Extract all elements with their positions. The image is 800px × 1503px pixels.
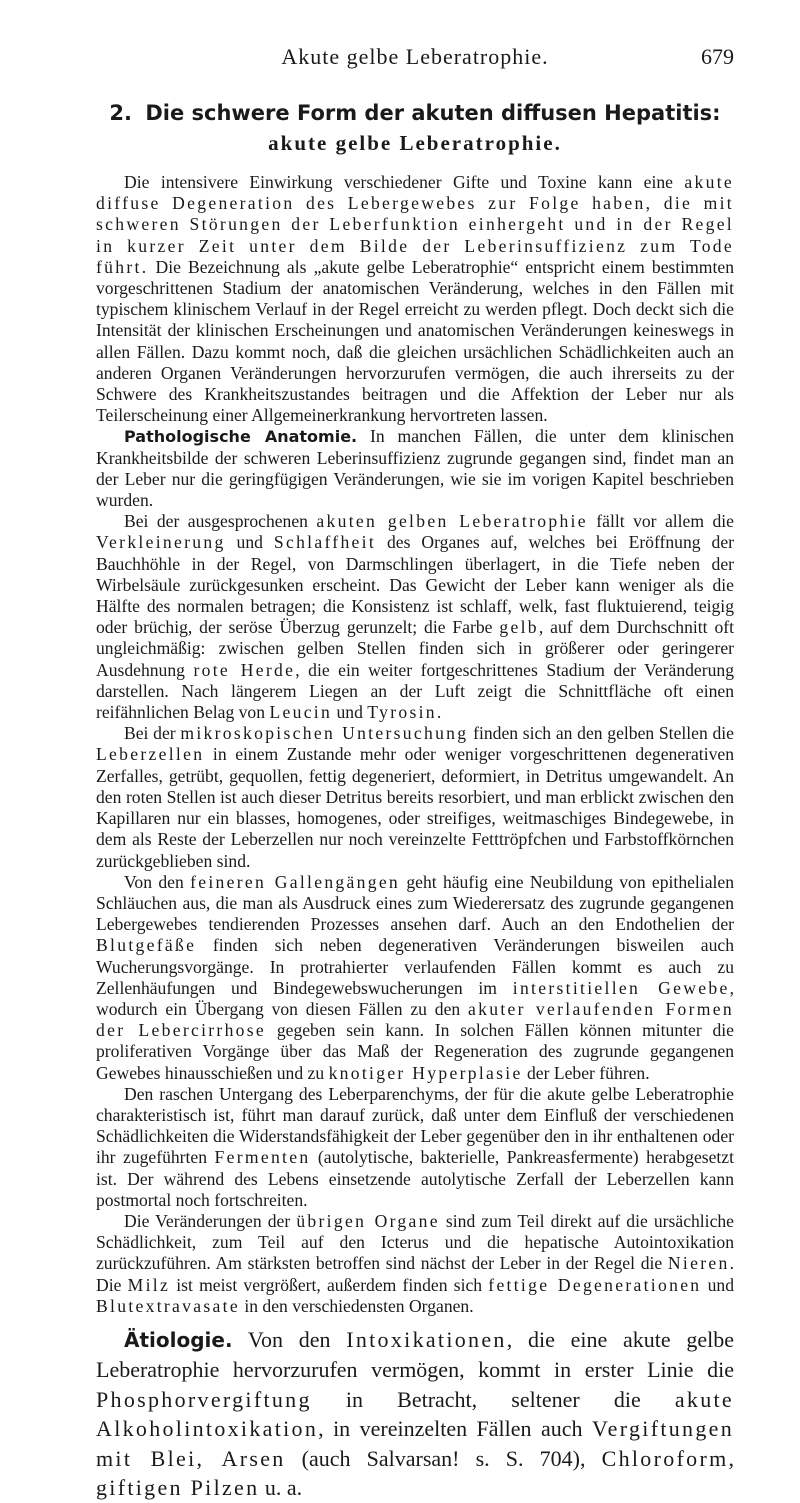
- paragraph-macroscopic: [96, 511, 734, 723]
- spaced-emphasis: Leucin: [269, 702, 333, 723]
- section-title: Die schwere Form der akuten diffusen Hepatitis:: [145, 101, 721, 125]
- text-run: Bei der ausgesprochenen: [124, 511, 317, 532]
- spaced-emphasis: akute Alkoholintoxikation: [96, 1386, 734, 1442]
- text-run: gegeben sein kann. In solchen Fällen können mitunter die proliferativen Vorgänge über das Maß der Regeneration des zugrunde gegangenen Gewebes hinausschießen und zu: [96, 1020, 734, 1083]
- text-run: Bei der: [124, 723, 181, 744]
- spaced-emphasis: mikroskopischen Untersuchung: [180, 723, 469, 744]
- spaced-emphasis: interstitiellen Gewebe: [512, 977, 730, 998]
- paragraph-pathology: [96, 426, 734, 511]
- text-run: Von den: [124, 871, 191, 892]
- spaced-emphasis: Tyrosin: [367, 702, 437, 723]
- spaced-emphasis: Phosphorvergiftung: [96, 1386, 312, 1412]
- paragraph-heading: Pathologische Anatomie.: [124, 427, 358, 447]
- spaced-emphasis: Milz: [127, 1274, 171, 1295]
- spaced-emphasis: Schlaffheit: [273, 532, 377, 553]
- spaced-emphasis: Nieren: [667, 1253, 730, 1274]
- spaced-emphasis: akuter verlaufenden Formen der Lebercirrhose: [96, 998, 734, 1041]
- running-head-title: Akute gelbe Leberatrophie.: [281, 44, 549, 69]
- paragraph-ferments: [96, 1084, 734, 1211]
- spaced-emphasis: Chloroform: [601, 1445, 729, 1471]
- etiology-block: [96, 1325, 734, 1503]
- text-run: in den verschiedensten Organen.: [239, 1295, 474, 1316]
- spaced-emphasis: fettige Degenerationen: [488, 1274, 702, 1295]
- text-run: des Organes auf, welches bei Eröffnung der Bauchhöhle in der Regel, von Darmschlingen überlagert, in die Tiefe neben der Wirbelsäule zurückgesunken erscheint. Das Gewicht der Leber kann weniger als die Hälfte des normalen betragen; die Konsistenz ist schlaff, welk, fast fluktuierend, teigig oder brüchig, der seröse Überzug gerunzelt; die Farbe: [96, 532, 734, 638]
- text-run: Die Veränderungen der: [124, 1210, 297, 1231]
- spaced-emphasis: Vergiftungen mit Blei, Arsen: [96, 1416, 734, 1471]
- text-run: ist meist vergrößert, außerdem finden sich: [170, 1274, 489, 1295]
- running-head: [96, 44, 734, 74]
- spaced-emphasis: Fermenten: [214, 1147, 311, 1168]
- spaced-emphasis: Intoxikationen: [346, 1326, 507, 1352]
- main-text: [96, 98, 734, 1503]
- spaced-emphasis: giftigen Pilzen: [96, 1475, 260, 1501]
- text-run: und: [225, 532, 274, 553]
- text-run: finden sich an den gelben Stellen die: [468, 723, 734, 744]
- text-run: In manchen Fällen, die unter dem klinischen Krankheitsbilde der schweren Leberinsuffizienz zugrunde gegangen sind, findet man an der Leber nur die geringfügigen Veränderungen, wie sie im vorigen Kapitel beschrieben wurden.: [96, 426, 735, 511]
- section-subtitle: akute gelbe Leberatrophie.: [268, 131, 562, 155]
- spaced-emphasis: Blutgefäße: [96, 935, 197, 956]
- text-run: ,: [728, 1445, 734, 1471]
- text-run: fällt vor allem die: [587, 511, 734, 532]
- section-heading: [96, 98, 734, 158]
- text-run: .: [436, 702, 442, 723]
- spaced-emphasis: knotiger Hyperplasie: [328, 1062, 523, 1083]
- spaced-emphasis: akuten gelben Leberatrophie: [316, 511, 588, 532]
- text-run: (autolytische, bakterielle, Pankreasfermente) herabgesetzt ist. Der während des Lebens einsetzende autolytische Zerfall der Leberzellen kann postmortal noch fortschreiten.: [96, 1147, 735, 1210]
- text-run: und: [332, 702, 368, 723]
- paragraph-other-organs: [96, 1211, 734, 1317]
- text-run: geht häufig eine Neubildung von epithelialen Schläuchen aus, die man als Ausdruck eines zum Wiederersatz des zugrunde gegangenen Lebergewebes tendierenden Prozesses ansehen darf. Auch an den Endothelien der: [96, 871, 735, 935]
- text-run: , die ein weiter fortgeschrittenes Stadium der Veränderung darstellen. Nach längerem Liegen an der Luft zeigt die Schnittfläche oft einen reifähnlichen Belag von: [96, 659, 734, 723]
- text-run: , in vereinzelten Fällen auch: [318, 1416, 592, 1442]
- text-run: Die Bezeichnung als „akute gelbe Leberatrophie“ entspricht einem bestimmten vorgeschrittenen Stadium der anatomischen Veränderung, welches in den Fällen mit typischem klinischem Verlauf in der Regel erreicht zu werden pflegt. Doch deckt sich die Intensität der klinischen Erscheinungen und anatomischen Veränderungen keineswegs in allen Fällen. Dazu kommt noch, daß die gleichen ursächlichen Schädlichkeiten auch an anderen Organen Veränderungen hervorzurufen vermögen, die auch ihrerseits zu der Schwere des Krankheitszustandes beitragen und die Affektion der Leber nur als Teilerscheinung einer Allgemeinerkrankung hervortreten lassen.: [96, 256, 734, 426]
- text-run: , die eine akute gelbe Leberatrophie hervorzurufen vermögen, kommt in erster Linie die: [96, 1326, 734, 1383]
- text-run: Den raschen Untergang des Leberparenchyms, der für die akute gelbe Leberatrophie charakteristisch ist, führt man darauf zurück, daß unter dem Einfluß der verschiedenen Schädlichkeiten die Widerstandsfähigkeit der Leber gegenüber den in ihr enthaltenen oder ihr zugeführten: [96, 1083, 734, 1168]
- text-run: finden sich neben degenerativen Veränderungen bisweilen auch Wucherungsvorgänge. In protrahierter verlaufenden Fällen kommt es auch zu Zellenhäufungen und Bindegewebswucherungen im: [96, 935, 734, 998]
- text-run: (auch Salvarsan! s. S. 704),: [285, 1445, 602, 1471]
- text-run: in Betracht, seltener die: [311, 1386, 675, 1412]
- text-run: , auf dem Durchschnitt oft ungleichmäßig: zwischen gelben Stellen finden sich in größerer oder geringerer Ausdehnung: [96, 617, 734, 680]
- spaced-emphasis: feineren Gallengängen: [190, 871, 401, 892]
- spaced-emphasis: Leberzellen: [96, 744, 205, 765]
- spaced-emphasis: rote Herde: [193, 659, 296, 680]
- paragraph-etiology: [96, 1325, 734, 1503]
- section-number: 2.: [109, 101, 132, 125]
- text-run: und: [701, 1274, 735, 1295]
- spaced-emphasis: gelb: [499, 617, 539, 638]
- paragraph-heading: Ätiologie.: [124, 1327, 233, 1352]
- paragraph-intro: [96, 172, 734, 426]
- text-run: in einem Zustande mehr oder weniger vorgeschrittenen degenerativen Zerfalles, getrübt, gequollen, fettig degeneriert, deformiert, in Detritus umgewandelt. An den roten Stellen ist auch dieser Detritus bereits resorbiert, und man erblickt zwischen den Kapillaren nur ein blasses, homogenes, oder streifiges, weitmaschiges Bindegewebe, in dem als Reste der Leberzellen nur noch vereinzelte Fetttröpfchen und Farbstoffkörnchen zurückgeblieben sind.: [96, 744, 734, 871]
- page-number: 679: [701, 44, 734, 69]
- text-run: Die intensivere Einwirkung verschiedener Gifte und Toxine kann eine: [124, 172, 685, 192]
- paragraph-bile-ducts: [96, 872, 734, 1084]
- paragraph-microscopic: [96, 723, 734, 871]
- spaced-emphasis: übrigen Organe: [296, 1210, 440, 1231]
- text-run: . Die: [96, 1253, 734, 1295]
- text-run: u. a.: [259, 1475, 303, 1501]
- spaced-emphasis: Blutextravasate: [96, 1295, 240, 1316]
- spaced-emphasis: akute diffuse Degeneration des Lebergewebes zur Folge haben, die mit schweren Störungen der Leberfunktion einhergeht und in der Regel in kurzer Zeit unter dem Bilde der Leberinsuffizienz zum Tode führt.: [96, 172, 734, 277]
- spaced-emphasis: Verkleinerung: [96, 532, 226, 553]
- text-run: Von den: [232, 1326, 347, 1352]
- text-run: sind zum Teil direkt auf die ursächliche Schädlichkeit, zum Teil auf den Icterus und die hepatische Autointoxikation zurückzuführen. Am stärksten betroffen sind nächst der Leber in der Regel die: [96, 1210, 734, 1274]
- text-run: der Leber führen.: [522, 1062, 650, 1083]
- text-run: , wodurch ein Übergang von diesen Fällen zu den: [96, 977, 734, 1019]
